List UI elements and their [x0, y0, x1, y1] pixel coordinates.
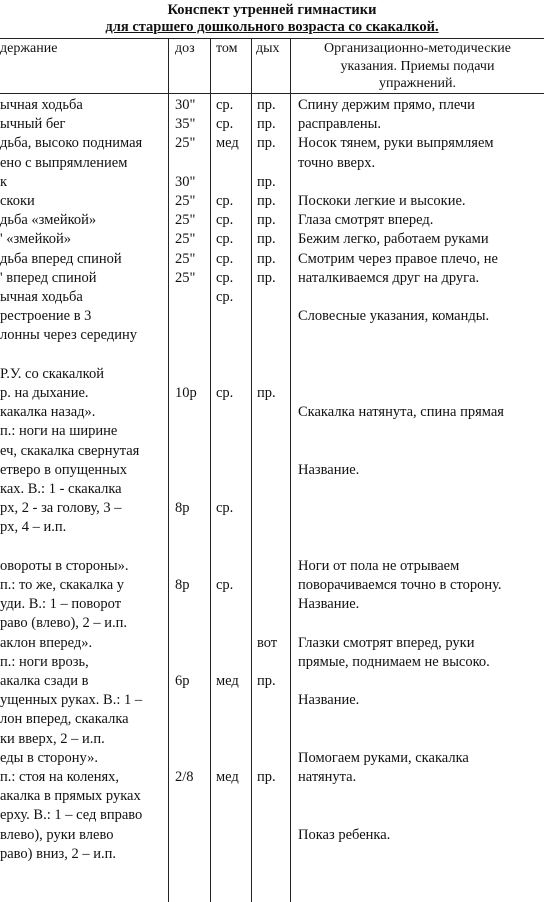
cell-notes: Показ ребенка.: [298, 826, 391, 843]
cell-breath: пр.: [257, 385, 276, 401]
cell-dose: 35": [175, 116, 196, 133]
cell-tempo: ср.: [216, 193, 234, 209]
cell-content: раво (влево), 2 – и.п.: [0, 615, 128, 632]
column-divider: [290, 38, 291, 902]
cell-notes: Глазки смотрят вперед, руки: [298, 634, 475, 651]
column-divider: [251, 38, 252, 902]
cell-content: раво) вниз, 2 – и.п.: [0, 845, 116, 862]
cell-breath: пр.: [257, 173, 276, 190]
cell-content: етверо в опущенных: [0, 461, 127, 478]
cell-content: ках. В.: 1 - скакалка: [0, 481, 122, 497]
cell-content: п.: то же, скакалка у: [0, 577, 125, 593]
cell-tempo: ср.: [216, 269, 234, 286]
document-title-line2: для старшего дошкольного возраста со скакалкой.: [105, 19, 439, 35]
header-content: держание: [0, 41, 58, 56]
cell-dose: 30": [175, 97, 196, 113]
cell-tempo: ср.: [216, 250, 234, 267]
cell-content: ено с выпрямлением: [0, 154, 128, 171]
header-notes-line1: Организационно-методические: [324, 41, 511, 56]
cell-breath: вот: [257, 634, 278, 651]
cell-breath: пр.: [257, 769, 276, 785]
cell-dose: 25": [175, 231, 196, 248]
cell-content: какалка назад».: [0, 404, 96, 421]
cell-content: ычная ходьба: [0, 289, 83, 305]
cell-content: акалка в прямых руках: [0, 788, 141, 805]
cell-tempo: ср.: [216, 500, 234, 517]
cell-content: ычная ходьба: [0, 97, 83, 113]
cell-dose: 8р: [175, 577, 190, 593]
cell-content: ки вверх, 2 – и.п.: [0, 730, 105, 747]
cell-content: ' «змейкой»: [0, 231, 71, 248]
cell-notes: Носок тянем, руки выпрямляем: [298, 135, 494, 152]
cell-content: лон вперед, скакалка: [0, 711, 129, 728]
table-header-divider: [0, 93, 544, 94]
cell-content: ущенных руках. В.: 1 –: [0, 692, 143, 709]
cell-content: дьба вперед спиной: [0, 250, 122, 267]
cell-notes: прямые, поднимаем не высоко.: [298, 653, 490, 670]
column-divider: [210, 38, 211, 902]
cell-content: дьба, высоко поднимая: [0, 135, 143, 152]
cell-content: к: [0, 173, 8, 190]
cell-notes: Название.: [298, 596, 360, 613]
table-top-border: [0, 38, 544, 39]
cell-breath: пр.: [257, 135, 276, 152]
cell-content: дьба «змейкой»: [0, 212, 97, 229]
cell-dose: 25": [175, 212, 196, 229]
cell-breath: пр.: [257, 250, 276, 267]
cell-dose: 25": [175, 250, 196, 267]
cell-notes: наталкиваемся друг на друга.: [298, 269, 480, 286]
cell-tempo: мед: [216, 135, 239, 152]
cell-notes: поворачиваемся точно в сторону.: [298, 577, 502, 593]
cell-content: влево), руки влево: [0, 826, 114, 843]
cell-notes: Поскоки легкие и высокие.: [298, 193, 466, 209]
cell-dose: 30": [175, 173, 196, 190]
column-divider: [168, 38, 169, 902]
cell-dose: 10р: [175, 385, 197, 401]
cell-notes: Скакалка натянута, спина прямая: [298, 404, 504, 421]
cell-dose: 6р: [175, 673, 190, 689]
cell-content: овороты в стороны».: [0, 557, 129, 574]
cell-content: скоки: [0, 193, 35, 209]
cell-dose: 25": [175, 269, 196, 286]
cell-tempo: ср.: [216, 231, 234, 248]
header-notes-line2: указания. Приемы подачи: [340, 59, 495, 74]
cell-notes: Ноги от пола не отрываем: [298, 557, 460, 574]
document-title-line1: Конспект утренней гимнастики: [167, 2, 377, 18]
header-notes-line3: упражнений.: [378, 76, 457, 91]
cell-content: Р.У. со скакалкой: [0, 365, 104, 382]
cell-content: п.: ноги на ширине: [0, 423, 118, 440]
cell-breath: пр.: [257, 673, 276, 689]
cell-breath: пр.: [257, 116, 276, 133]
cell-content: ычный бег: [0, 116, 66, 133]
cell-content: еч, скакалка свернутая: [0, 442, 140, 459]
cell-content: р. на дыхание.: [0, 385, 89, 401]
cell-notes: Название.: [298, 692, 360, 709]
cell-notes: расправлены.: [298, 116, 382, 133]
cell-content: уди. В.: 1 – поворот: [0, 596, 122, 613]
cell-notes: Словесные указания, команды.: [298, 308, 490, 325]
cell-tempo: ср.: [216, 289, 234, 305]
cell-notes: натянута.: [298, 769, 357, 785]
cell-content: аклон вперед».: [0, 634, 93, 651]
cell-tempo: ср.: [216, 385, 234, 401]
cell-breath: пр.: [257, 231, 276, 248]
cell-breath: пр.: [257, 97, 276, 113]
cell-content: рх, 2 - за голову, 3 –: [0, 500, 122, 517]
cell-content: лонны через середину: [0, 327, 138, 344]
cell-tempo: ср.: [216, 577, 234, 593]
cell-notes: точно вверх.: [298, 154, 376, 171]
cell-dose: 25": [175, 193, 196, 209]
cell-dose: 2/8: [175, 769, 194, 785]
cell-content: еды в сторону».: [0, 749, 99, 766]
cell-tempo: мед: [216, 769, 239, 785]
cell-notes: Помогаем руками, скакалка: [298, 749, 469, 766]
cell-content: п.: ноги врозь,: [0, 653, 89, 670]
cell-dose: 25": [175, 135, 196, 152]
header-breath: дых: [256, 41, 280, 56]
header-tempo: том: [216, 41, 238, 56]
cell-breath: пр.: [257, 193, 276, 209]
header-dose: доз: [175, 41, 195, 56]
cell-content: ' вперед спиной: [0, 269, 97, 286]
cell-tempo: ср.: [216, 97, 234, 113]
cell-content: ерху. В.: 1 – сед вправо: [0, 807, 143, 824]
cell-dose: 8р: [175, 500, 190, 517]
cell-notes: Смотрим через правое плечо, не: [298, 250, 498, 267]
cell-tempo: мед: [216, 673, 239, 689]
cell-breath: пр.: [257, 269, 276, 286]
cell-content: акалка сзади в: [0, 673, 89, 689]
cell-breath: пр.: [257, 212, 276, 229]
cell-notes: Спину держим прямо, плечи: [298, 97, 475, 113]
cell-notes: Название.: [298, 461, 360, 478]
cell-content: рестроение в 3: [0, 308, 92, 325]
cell-notes: Глаза смотрят вперед.: [298, 212, 434, 229]
cell-notes: Бежим легко, работаем руками: [298, 231, 489, 248]
cell-content: п.: стоя на коленях,: [0, 769, 120, 785]
cell-tempo: ср.: [216, 116, 234, 133]
cell-content: рх, 4 – и.п.: [0, 519, 67, 536]
cell-tempo: ср.: [216, 212, 234, 229]
